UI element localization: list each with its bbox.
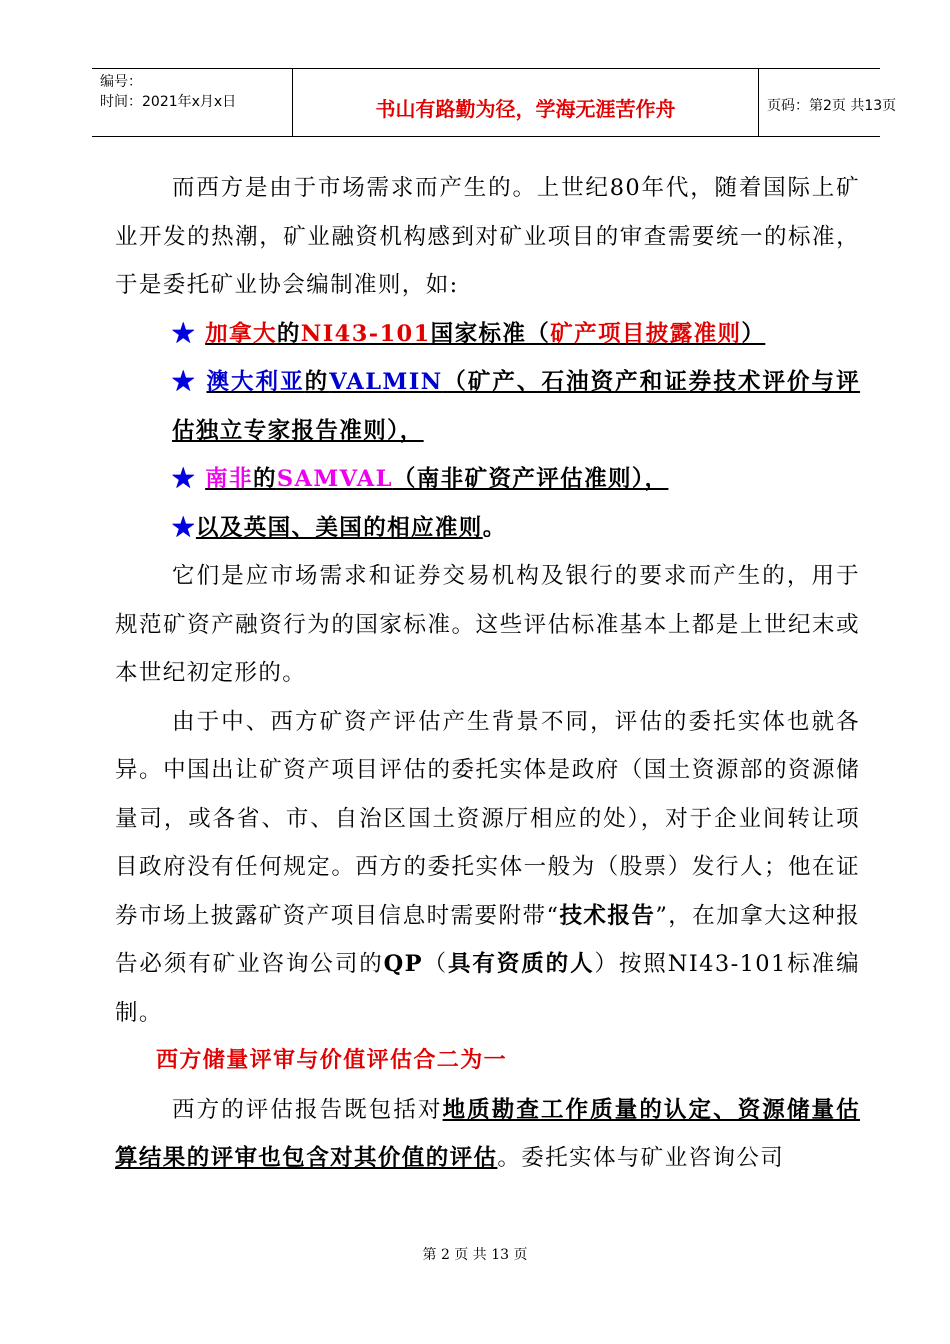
star-icon: ★ bbox=[172, 320, 196, 347]
canada-text: 加拿大 bbox=[205, 320, 277, 347]
header-table bbox=[92, 68, 897, 137]
star-icon: ★ bbox=[172, 466, 196, 492]
star-icon: ★ bbox=[172, 369, 197, 395]
number-label: 编号： bbox=[100, 74, 142, 90]
section-heading: 西方储量评审与价值评估合二为一 bbox=[156, 1048, 508, 1073]
south-africa-standard-name: （南非矿资产评估准则）， bbox=[392, 466, 669, 492]
paragraph-3: 由于中、西方矿资产评估产生背景不同，评估的委托实体也就各异。中国出让矿资产项目评估的委托实体是政府（国土资源部的资源储量司，或各省、市、自治区国土资源厅相应的处），对于企业间转让项目政府没有任何规定。西方的委托实体一般为（股票）发行人；他在证券市场上披露矿资产项目信息时需要附带“技术报告”，在加拿大这种报告必须有矿业咨询公司的QP（具有资质的人）按照NI43-101标准编制。 bbox=[115, 708, 860, 1026]
paragraph-4: 西方的评估报告既包括对地质勘查工作质量的认定、资源储量估算结果的评审也包含对其价值的评估。委托实体与矿业咨询公司 bbox=[115, 1096, 860, 1171]
star-icon: ★ bbox=[172, 514, 196, 541]
qualified-person-term: 具有资质的人 bbox=[447, 951, 595, 977]
header-motto: 书山有路勤为径，学海无涯苦作舟 bbox=[375, 97, 676, 121]
south-africa-text: 南非 bbox=[205, 466, 253, 492]
samval-code: SAMVAL bbox=[276, 466, 393, 492]
list-item-south-africa: ★ 南非的SAMVAL（南非矿资产评估准则）， bbox=[172, 466, 669, 492]
australia-text: 澳大利亚 bbox=[206, 369, 305, 395]
page-info: 页码：第2页 共13页 bbox=[767, 98, 897, 114]
paragraph-1: 而西方是由于市场需求而产生的。上世纪80年代，随着国际上矿业开发的热潮，矿业融资机构感到对矿业项目的审查需要统一的标准，于是委托矿业协会编制准则，如: bbox=[115, 175, 860, 298]
australia-standard-name: （矿产、石油资产和证券技术评价与评估独立专家报告准则）， bbox=[172, 369, 861, 444]
list-item-uk-us: ★以及英国、美国的相应准则。 bbox=[172, 514, 507, 541]
header-right-cell bbox=[759, 69, 897, 136]
canada-standard-name: 矿产项目披露准则 bbox=[550, 320, 742, 347]
valmin-code: VALMIN bbox=[329, 369, 443, 395]
header-center-cell bbox=[292, 69, 759, 136]
evaluation-scope-term: 地质勘查工作质量的认定、资源储量估算结果的评审也包含对其价值的评估 bbox=[115, 1096, 860, 1171]
list-item-australia: ★ 澳大利亚的VALMIN（矿产、石油资产和证券技术评价与评估独立专家报告准则）， bbox=[172, 369, 861, 444]
ni43-101-code: NI43-101 bbox=[300, 320, 431, 347]
paragraph-2: 它们是应市场需求和证券交易机构及银行的要求而产生的，用于规范矿资产融资行为的国家标准。这些评估标准基本上都是上世纪末或本世纪初定形的。 bbox=[115, 563, 860, 686]
header-left-cell bbox=[92, 69, 292, 136]
technical-report-term: 技术报告 bbox=[559, 902, 656, 929]
uk-us-text: 以及英国、美国的相应准则 bbox=[195, 514, 483, 541]
page-footer: 第 2 页 共 13 页 bbox=[422, 1247, 528, 1263]
time-label: 时间：2021年x月x日 bbox=[100, 94, 237, 110]
qp-term: QP bbox=[383, 951, 423, 977]
list-item-canada: ★ 加拿大的NI43-101国家标准（矿产项目披露准则） bbox=[172, 320, 766, 347]
document-body bbox=[115, 164, 860, 1183]
